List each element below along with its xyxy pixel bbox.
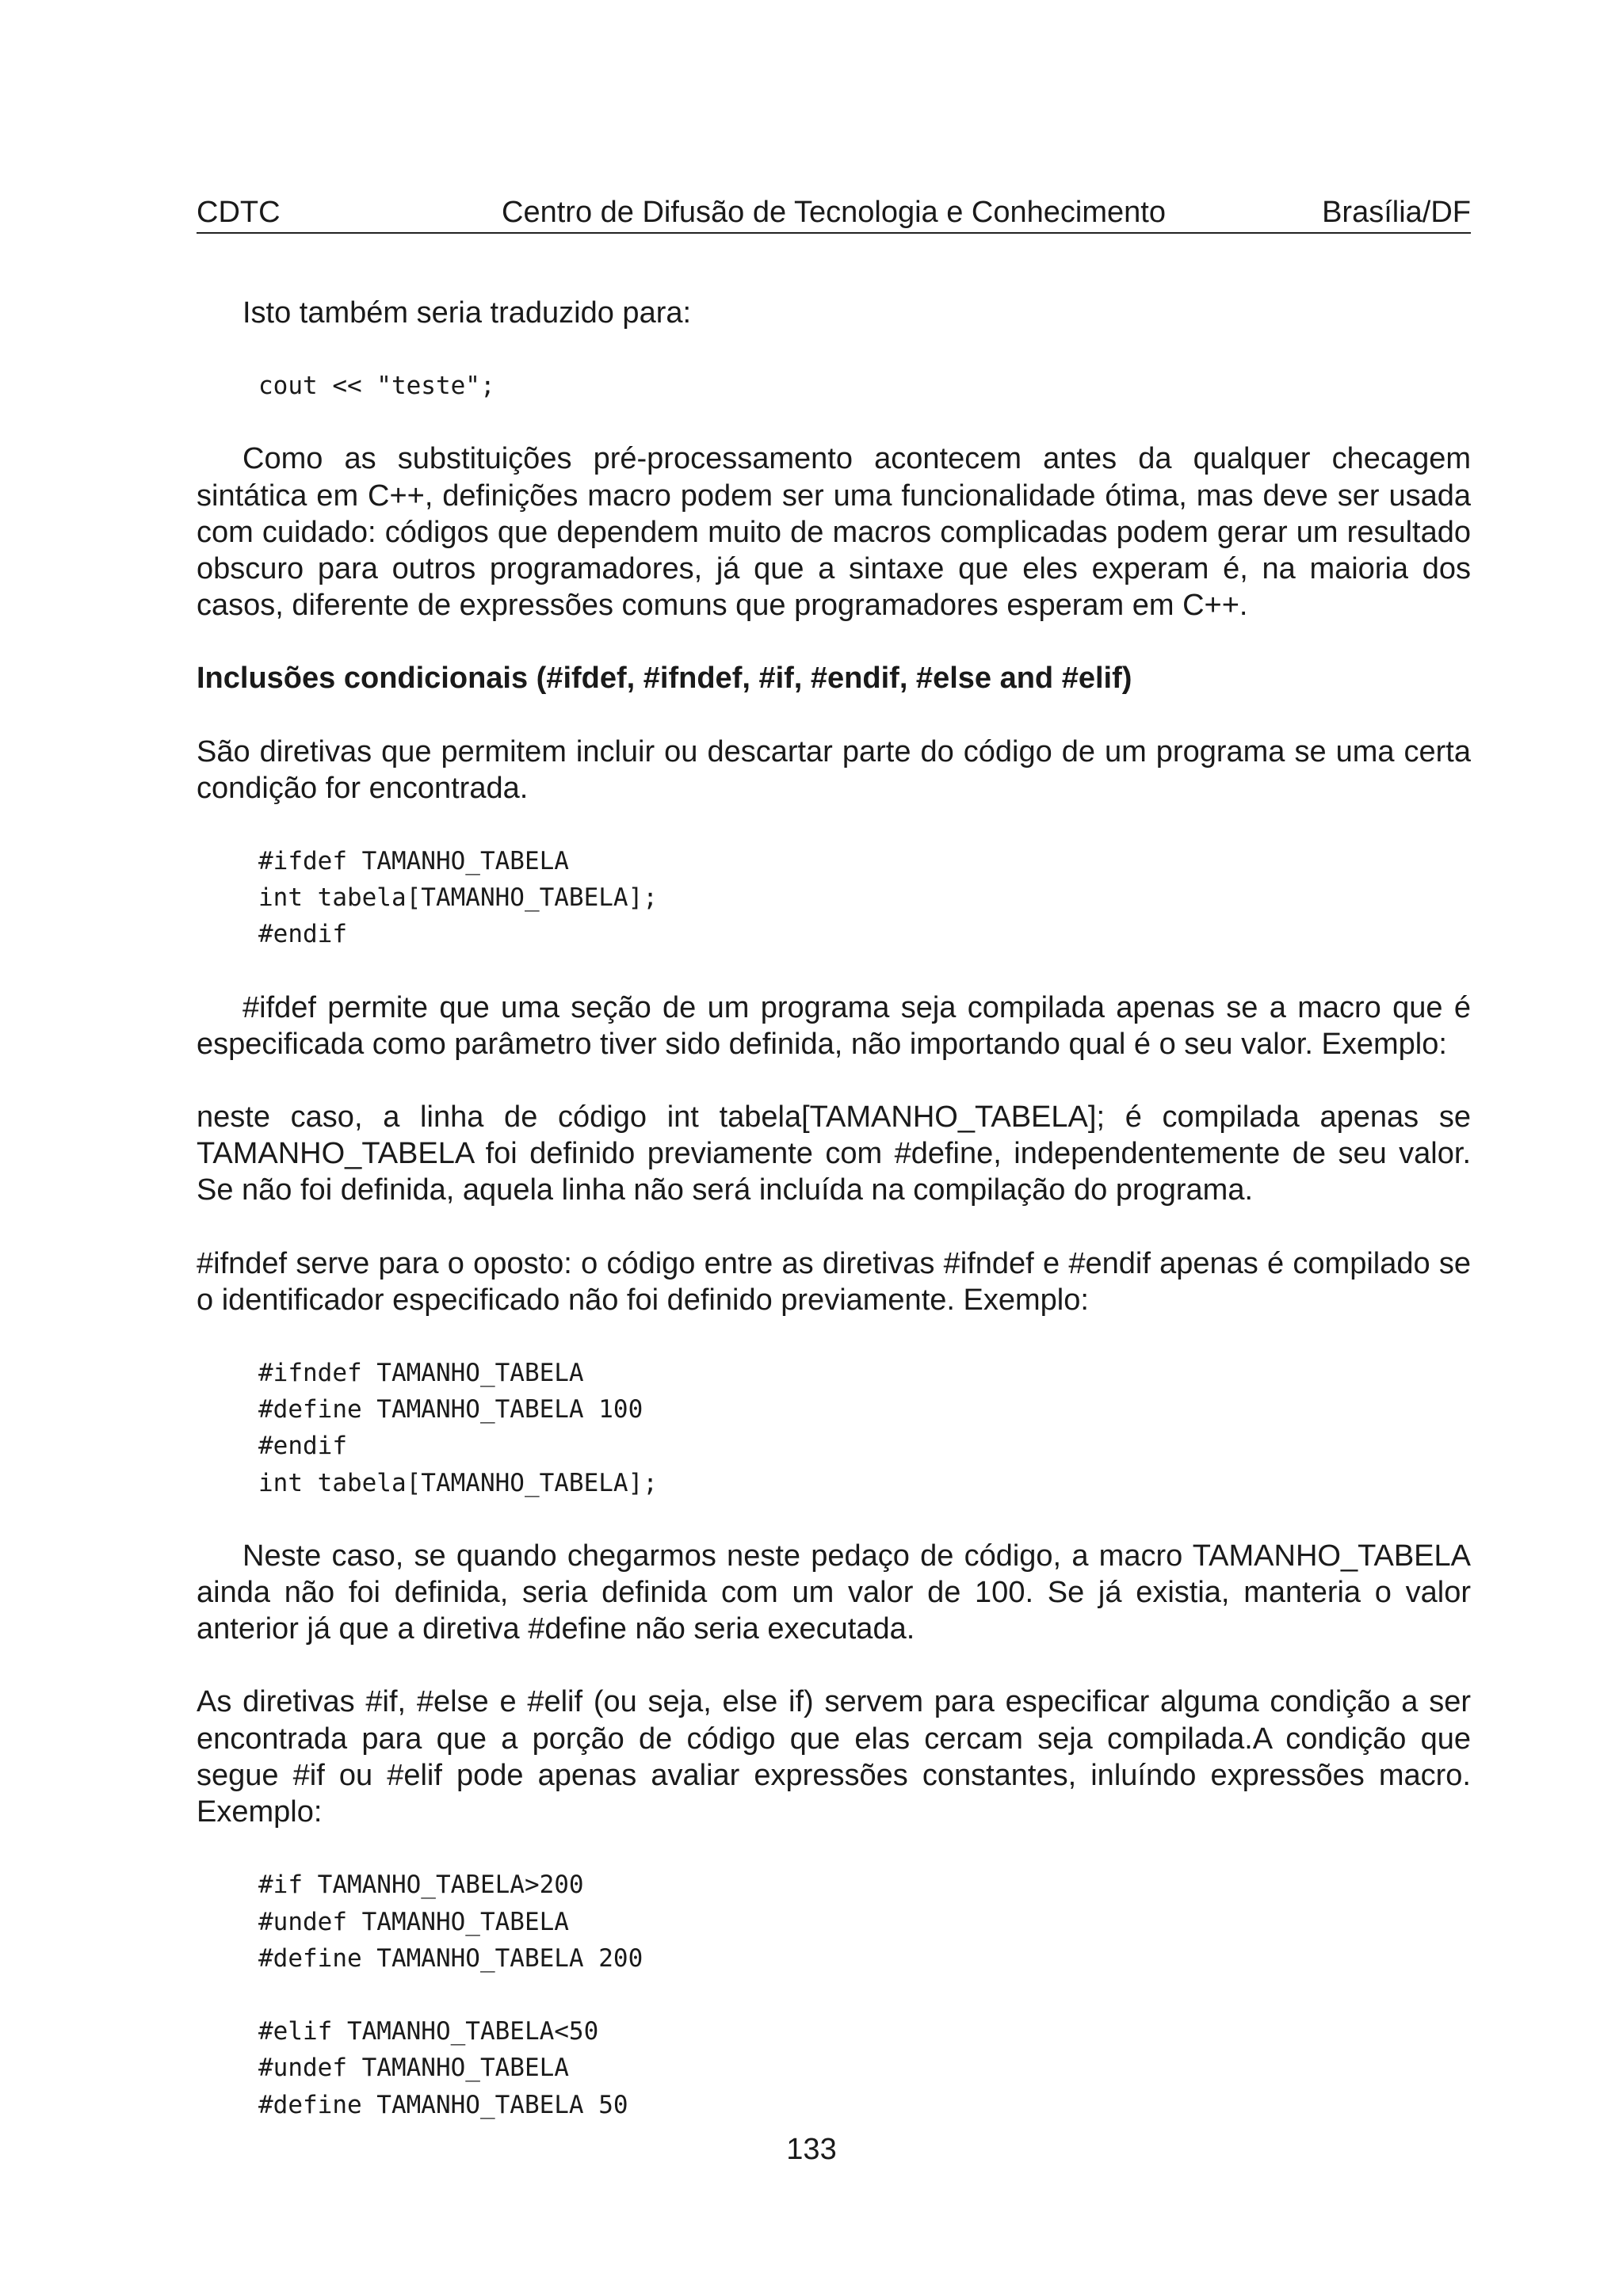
paragraph: As diretivas #if, #else e #elif (ou seja, else if) servem para especificar alguma condição a ser encontrada para que a porção de código que elas cercam seja compilada.A condição que segue #if ou #elif pode apenas avaliar expressões constantes, inluíndo expressões macro. Exemplo: <box>197 1685 1471 1829</box>
code-line: int tabela[TAMANHO_TABELA]; <box>258 883 658 913</box>
paragraph: Como as substituições pré-processamento acontecem antes da qualquer checagem sintática em C++, definições macro podem ser uma funcionalidade ótima, mas deve ser usada com cuidado: códigos que dependem muito de macros complicadas podem gerar um resultado obscuro para outros programadores, já que a sintaxe que eles experam é, na maioria dos casos, diferente de expressões comuns que programadores esperam em C++. <box>197 442 1471 623</box>
header-left: CDTC <box>197 196 281 229</box>
code-line: #ifdef TAMANHO_TABELA <box>258 847 569 876</box>
page-number: 133 <box>786 2133 837 2166</box>
code-line: #define TAMANHO_TABELA 200 <box>258 1943 643 1973</box>
paragraph: Isto também seria traduzido para: <box>242 296 692 330</box>
code-line: #if TAMANHO_TABELA>200 <box>258 1871 584 1900</box>
code-line: #define TAMANHO_TABELA 50 <box>258 2090 628 2119</box>
code-line: #undef TAMANHO_TABELA <box>258 1907 569 1936</box>
code-line: #endif <box>258 920 347 949</box>
code-line: #ifndef TAMANHO_TABELA <box>258 1359 584 1388</box>
header-center: Centro de Difusão de Tecnologia e Conhecimento <box>502 196 1166 229</box>
code-line: #undef TAMANHO_TABELA <box>258 2054 569 2083</box>
code-line <box>258 1977 1471 2013</box>
code-line: cout << "teste"; <box>258 372 495 401</box>
paragraph: Neste caso, se quando chegarmos neste pedaço de código, a macro TAMANHO_TABELA ainda não foi definida, seria definida com um valor de 100. Se já existia, manteria o valor anterior já que a diretiva #define não seria executada. <box>197 1539 1471 1646</box>
paragraph: São diretivas que permitem incluir ou descartar parte do código de um programa se uma certa condição for encontrada. <box>197 734 1471 805</box>
section-heading: Inclusões condicionais (#ifdef, #ifndef, #if, #endif, #else and #elif) <box>197 662 1132 696</box>
code-block <box>258 1355 1471 1501</box>
code-block <box>258 843 1471 953</box>
code-block <box>258 1867 1471 2122</box>
code-line: int tabela[TAMANHO_TABELA]; <box>258 1468 658 1497</box>
page-body <box>197 295 1471 2123</box>
code-block <box>258 368 1471 404</box>
code-line: #elif TAMANHO_TABELA<50 <box>258 2017 599 2046</box>
paragraph: neste caso, a linha de código int tabela[TAMANHO_TABELA]; é compilada apenas se TAMANHO_TABELA foi definido previamente com #define, independentemente de seu valor. Se não foi definida, aquela linha não será incluída na compilação do programa. <box>197 1100 1471 1207</box>
code-line: #endif <box>258 1432 347 1461</box>
header-right: Brasília/DF <box>1322 196 1471 229</box>
code-line: #define TAMANHO_TABELA 100 <box>258 1395 643 1425</box>
running-header <box>197 193 1471 234</box>
paragraph: #ifdef permite que uma seção de um programa seja compilada apenas se a macro que é especificada como parâmetro tiver sido definida, não importando qual é o seu valor. Exemplo: <box>197 990 1471 1061</box>
paragraph: #ifndef serve para o oposto: o código entre as diretivas #ifndef e #endif apenas é compilado se o identificador especificado não foi definido previamente. Exemplo: <box>197 1246 1471 1317</box>
